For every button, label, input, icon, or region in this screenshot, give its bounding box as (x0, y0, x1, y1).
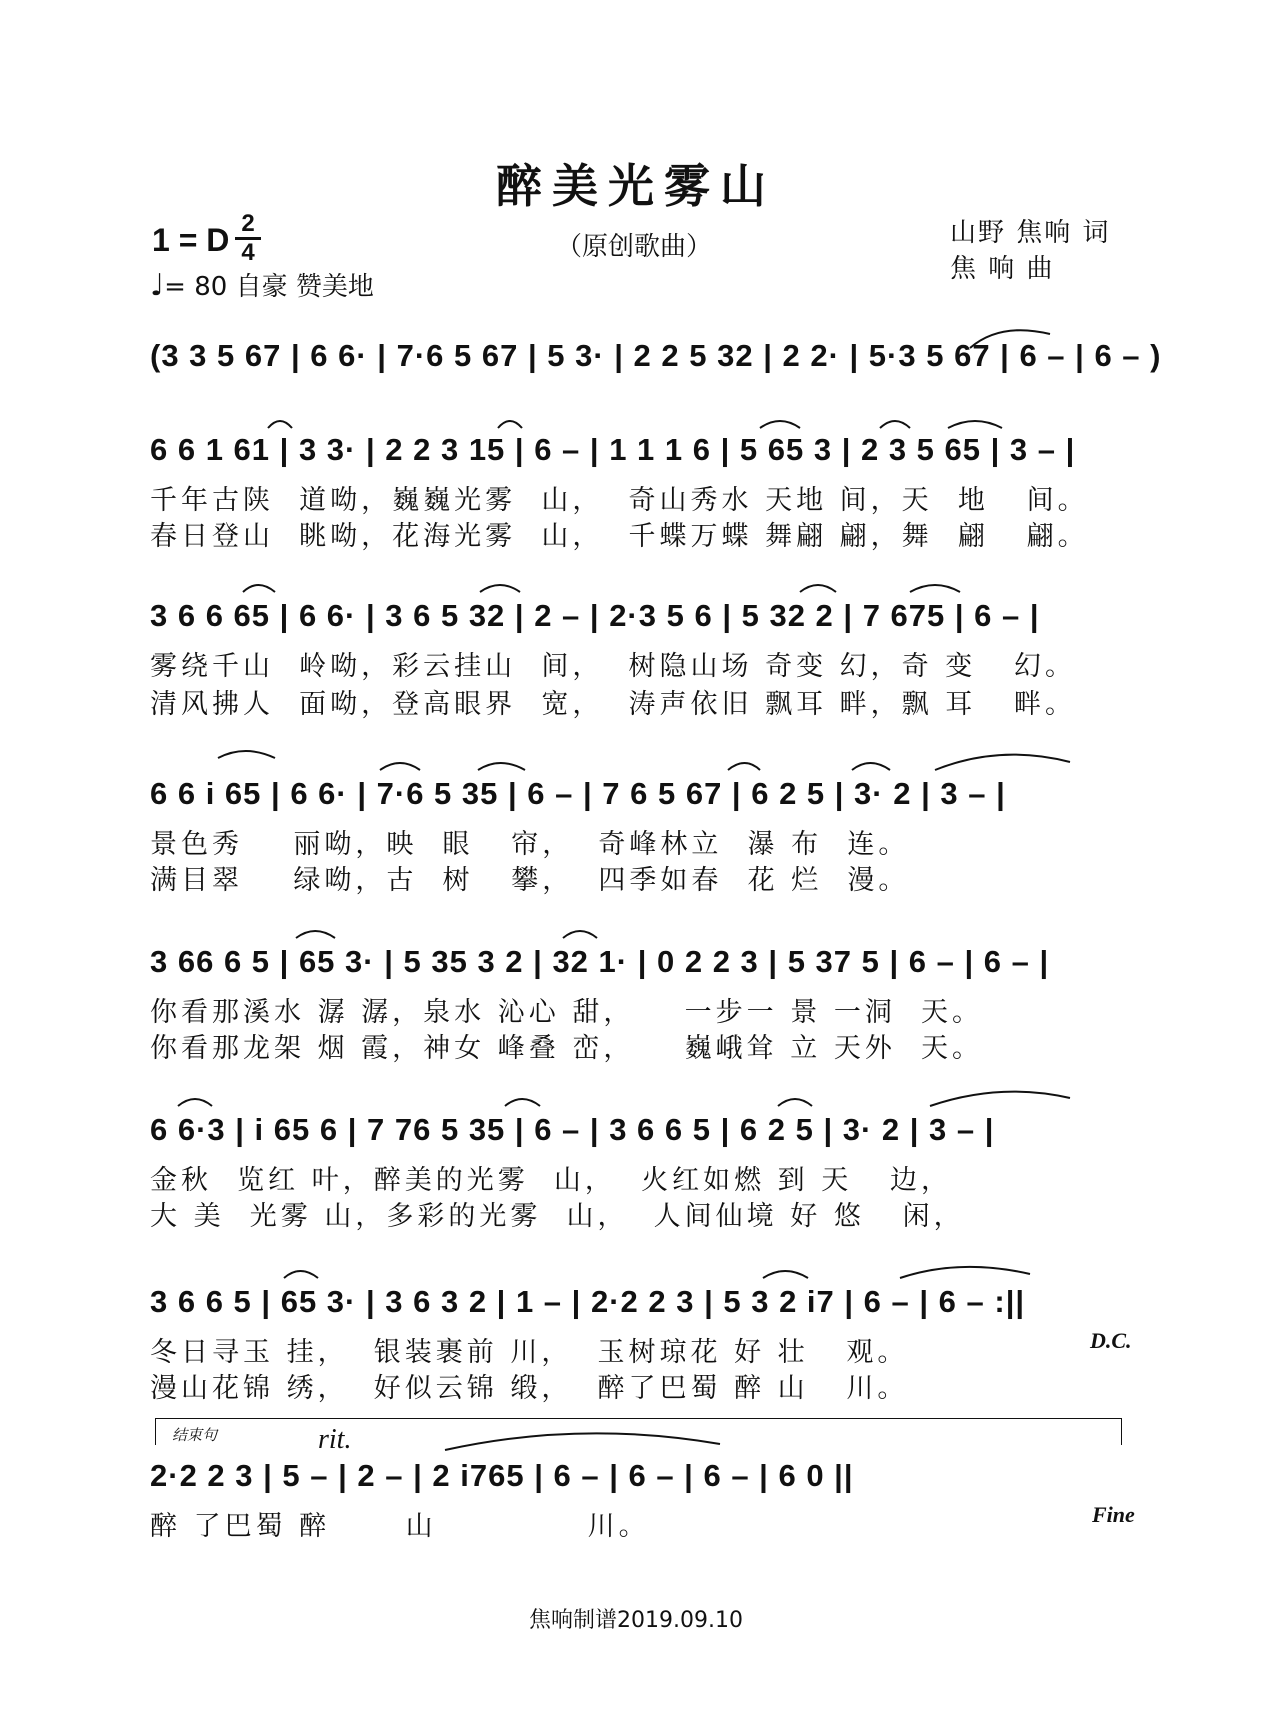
lyric-line: 你看那龙架 烟 霞，神女 峰叠 峦， 巍峨耸 立 天外 天。 (150, 1033, 983, 1064)
lyric-line: 漫山花锦 绣， 好似云锦 缎， 醉了巴蜀 醉 山 川。 (150, 1373, 909, 1404)
footer-credit: 焦响制谱2019.09.10 (529, 1608, 743, 1633)
lyric-line: 大 美 光雾 山，多彩的光雾 山， 人间仙境 好 悠 闲， (150, 1201, 965, 1232)
notation-row: 3 6 6 5 | 65 3· | 3 6 3 2 | 1 – | 2·2 2 3 | 5 3 2 i7 | 6 – | 6 – :|| (150, 1284, 1026, 1319)
notation-row: 3 66 6 5 | 65 3· | 5 35 3 2 | 32 1· | 0 2 2 3 | 5 37 5 | 6 – | 6 – | (150, 944, 1050, 979)
subtitle: （原创歌曲） (556, 232, 713, 262)
lyric-line: 雾绕千山 岭呦，彩云挂山 间， 树隐山场 奇变 幻，奇 变 幻。 (150, 651, 1076, 682)
quarter-note-icon: ♩ (150, 268, 165, 303)
notation-row: 6 6·3 | i 65 6 | 7 76 5 35 | 6 – | 3 6 6 5 | 6 2 5 | 3· 2 | 3 – | (150, 1112, 995, 1147)
composer-credit: 焦 响 曲 (950, 254, 1055, 284)
key-signature: 1 = D (152, 222, 230, 258)
fine-mark: Fine (1092, 1502, 1135, 1527)
notation-row: (3 3 5 67 | 6 6· | 7·6 5 67 | 5 3· | 2 2 5 32 | 2 2· | 5·3 5 67 | 6 – | 6 – ) (150, 338, 1162, 373)
tempo-value: = 80 (164, 272, 228, 302)
lyric-line: 景色秀 丽呦，映 眼 帘， 奇峰林立 瀑 布 连。 (150, 829, 910, 860)
lyric-line: 春日登山 眺呦，花海光雾 山， 千蝶万蝶 舞翩 翩，舞 翩 翩。 (150, 521, 1089, 552)
song-title: 醉美光雾山 (496, 159, 776, 213)
time-signature-top: 2 (241, 210, 255, 237)
dc-mark: D.C. (1090, 1328, 1132, 1353)
notation-row: 2·2 2 3 | 5 – | 2 – | 2 i765 | 6 – | 6 – | 6 – | 6 0 || (150, 1458, 854, 1493)
notation-row: 3 6 6 65 | 6 6· | 3 6 5 32 | 2 – | 2·3 5 6 | 5 32 2 | 7 675 | 6 – | (150, 598, 1040, 633)
lyric-line: 千年古陕 道呦，巍巍光雾 山， 奇山秀水 天地 间，天 地 间。 (150, 485, 1089, 516)
lyricist-credit: 山野 焦响 词 (950, 218, 1111, 248)
ritardando-mark: rit. (318, 1424, 352, 1455)
notation-row: 6 6 i 65 | 6 6· | 7·6 5 35 | 6 – | 7 6 5 67 | 6 2 5 | 3· 2 | 3 – | (150, 776, 1006, 811)
notation-row: 6 6 1 61 | 3 3· | 2 2 3 15 | 6 – | 1 1 1 6 | 5 65 3 | 2 3 5 65 | 3 – | (150, 432, 1076, 467)
lyric-line: 清风拂人 面呦，登高眼界 宽， 涛声依旧 飘耳 畔，飘 耳 畔。 (150, 689, 1076, 720)
ending-label: 结束句 (172, 1426, 218, 1444)
lyric-line: 醉 了巴蜀 醉 山 川。 (150, 1511, 650, 1542)
time-signature-bottom: 4 (241, 239, 255, 266)
lyric-line: 金秋 览红 叶，醉美的光雾 山， 火红如燃 到 天 边， (150, 1165, 952, 1196)
lyric-line: 冬日寻玉 挂， 银装裹前 川， 玉树琼花 好 壮 观。 (150, 1337, 909, 1368)
tempo-expression: 自豪 赞美地 (235, 272, 374, 302)
lyric-line: 满目翠 绿呦，古 树 攀， 四季如春 花 烂 漫。 (150, 865, 910, 896)
lyric-line: 你看那溪水 潺 潺，泉水 沁心 甜， 一步一 景 一洞 天。 (150, 997, 983, 1028)
